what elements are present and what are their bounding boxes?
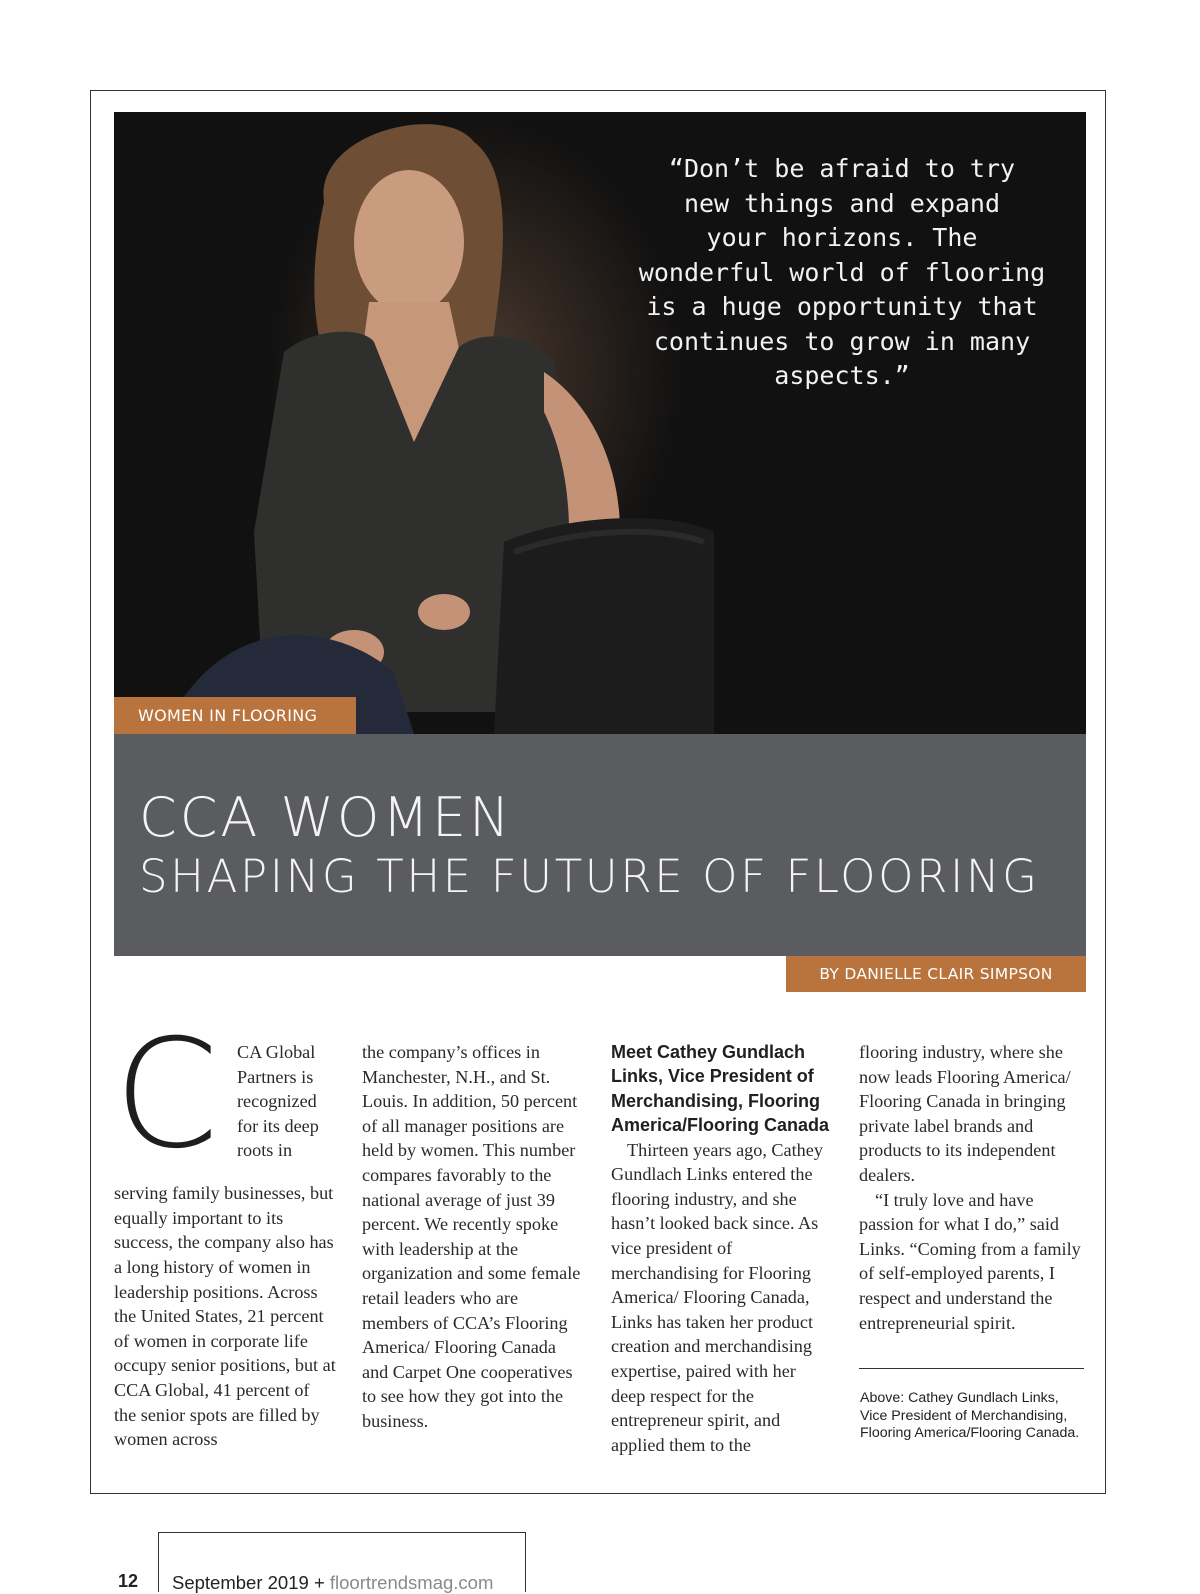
article-subhead: Meet Cathey Gundlach Links, Vice President of Merchandising, Flooring America/Flooring Canada bbox=[611, 1042, 830, 1136]
article-col3-body: Thirteen years ago, Cathey Gundlach Links entered the flooring industry, and she hasn’t looked back since. As vice president of merchandising for Flooring America/ Flooring Canada, Links has taken her product creation and merchandising expertise, paired with her deep respect for the entrepreneur spirit, and applied them to the bbox=[611, 1139, 823, 1455]
article-col2: the company’s offices in Manchester, N.H., and St. Louis. In addition, 50 percent of all manager positions are held by women. This number compares favorably to the national average of just 39 percent. We recently spoke with leadership at the organization and some female retail leaders who are members of CCA’s Flooring America/ Flooring Canada and Carpet One cooperatives to see how they got into the business. bbox=[362, 1042, 581, 1431]
footer-line bbox=[172, 1572, 493, 1594]
headline: CCA WOMEN bbox=[139, 786, 513, 849]
caption-rule bbox=[859, 1368, 1084, 1369]
page-number: 12 bbox=[118, 1571, 139, 1591]
issue-date: September 2019 bbox=[172, 1572, 309, 1593]
drop-cap: C bbox=[114, 1008, 219, 1182]
hero-photo bbox=[114, 112, 1086, 734]
article-col3 bbox=[611, 1040, 833, 1457]
article-col4-p2: “I truly love and have passion for what I do,” said Links. “Coming from a family of self-employed parents, I respect and understand the entrepreneurial spirit. bbox=[859, 1189, 1081, 1333]
subheadline: SHAPING THE FUTURE OF FLOORING bbox=[139, 850, 1040, 903]
photo-caption: Above: Cathey Gundlach Links, Vice President of Merchandising, Flooring America/Flooring Canada. bbox=[860, 1390, 1080, 1441]
pull-quote: “Don’t be afraid to try new things and expand your horizons. The wonderful world of flooring is a huge opportunity that continues to grow in many aspects.” bbox=[638, 154, 1046, 390]
article-col4-p1: flooring industry, where she now leads Flooring America/ Flooring Canada in bringing private label brands and products to its independent dealers. bbox=[859, 1042, 1071, 1185]
byline: BY DANIELLE CLAIR SIMPSON bbox=[786, 956, 1086, 992]
article-col1-body: serving family businesses, but equally important to its success, the company also has a long history of women in leadership positions. Across the United States, 21 percent of women in corporate life occupy senior positions, but at CCA Global, 41 percent of the senior spots are filled by women across bbox=[114, 1183, 336, 1450]
section-tag: WOMEN IN FLOORING bbox=[114, 697, 356, 734]
footer-separator: + bbox=[313, 1572, 325, 1593]
article-col4 bbox=[859, 1040, 1081, 1335]
website-link[interactable]: floortrendsmag.com bbox=[329, 1572, 494, 1593]
article-col1-intro: CA Global Partners is recognized for its deep roots in bbox=[237, 1042, 319, 1161]
